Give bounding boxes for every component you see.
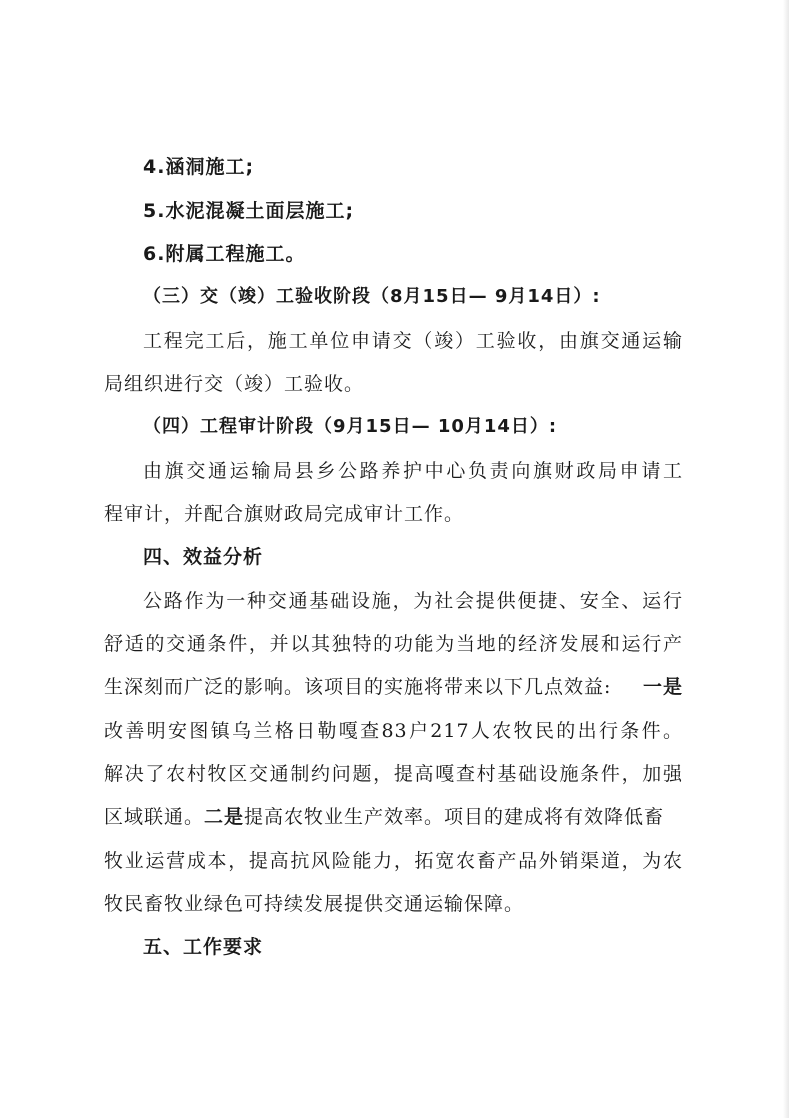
list-item-ancillary-works: 6.附属工程施工。 bbox=[143, 243, 306, 265]
page-edge-shadow bbox=[783, 0, 789, 1118]
chapter4-paragraph-line5: 解决了农村牧区交通制约问题，提高嘎查村基础设施条件，加强 bbox=[104, 763, 683, 785]
section4-heading: （四）工程审计阶段（9月15日— 10月14日）: bbox=[143, 416, 558, 437]
benefit-one-marker: 一是 bbox=[642, 676, 683, 698]
chapter4-paragraph-line4: 改善明安图镇乌兰格日勒嘎查83户217人农牧民的出行条件。 bbox=[104, 720, 683, 742]
list-item-culvert: 4.涵洞施工; bbox=[143, 156, 255, 178]
chapter4-paragraph-line6-text-c: 提高农牧业生产效率。项目的建成将有效降低畜 bbox=[244, 806, 665, 828]
section3-body-line2: 局组织进行交（竣）工验收。 bbox=[104, 373, 365, 395]
chapter4-paragraph-line2: 舒适的交通条件，并以其独特的功能为当地的经济发展和运行产 bbox=[104, 633, 683, 655]
chapter4-paragraph-line6 bbox=[104, 806, 664, 828]
chapter4-paragraph-line7: 牧业运营成本，提高抗风险能力，拓宽农畜产品外销渠道，为农 bbox=[104, 850, 683, 872]
list-item-concrete-surface: 5.水泥混凝土面层施工; bbox=[143, 200, 355, 222]
chapter4-paragraph-line3-text: 生深刻而广泛的影响。该项目的实施将带来以下几点效益: bbox=[104, 676, 612, 698]
section4-body-line1: 由旗交通运输局县乡公路养护中心负责向旗财政局申请工 bbox=[143, 460, 683, 482]
chapter4-paragraph-line6-text-a: 区域联通。 bbox=[104, 806, 205, 828]
chapter4-paragraph-line1: 公路作为一种交通基础设施，为社会提供便捷、安全、运行 bbox=[143, 590, 683, 612]
section3-body-line1: 工程完工后，施工单位申请交（竣）工验收，由旗交通运输 bbox=[143, 330, 683, 352]
chapter4-title: 四、效益分析 bbox=[143, 546, 264, 568]
chapter5-title: 五、工作要求 bbox=[143, 936, 264, 958]
chapter4-paragraph-line8: 牧民畜牧业绿色可持续发展提供交通运输保障。 bbox=[104, 893, 525, 915]
benefit-two-marker: 二是 bbox=[204, 806, 245, 828]
chapter4-paragraph-line3 bbox=[104, 676, 683, 698]
section3-heading: （三）交（竣）工验收阶段（8月15日— 9月14日）: bbox=[143, 286, 601, 307]
section4-body-line2: 程审计，并配合旗财政局完成审计工作。 bbox=[104, 503, 465, 525]
